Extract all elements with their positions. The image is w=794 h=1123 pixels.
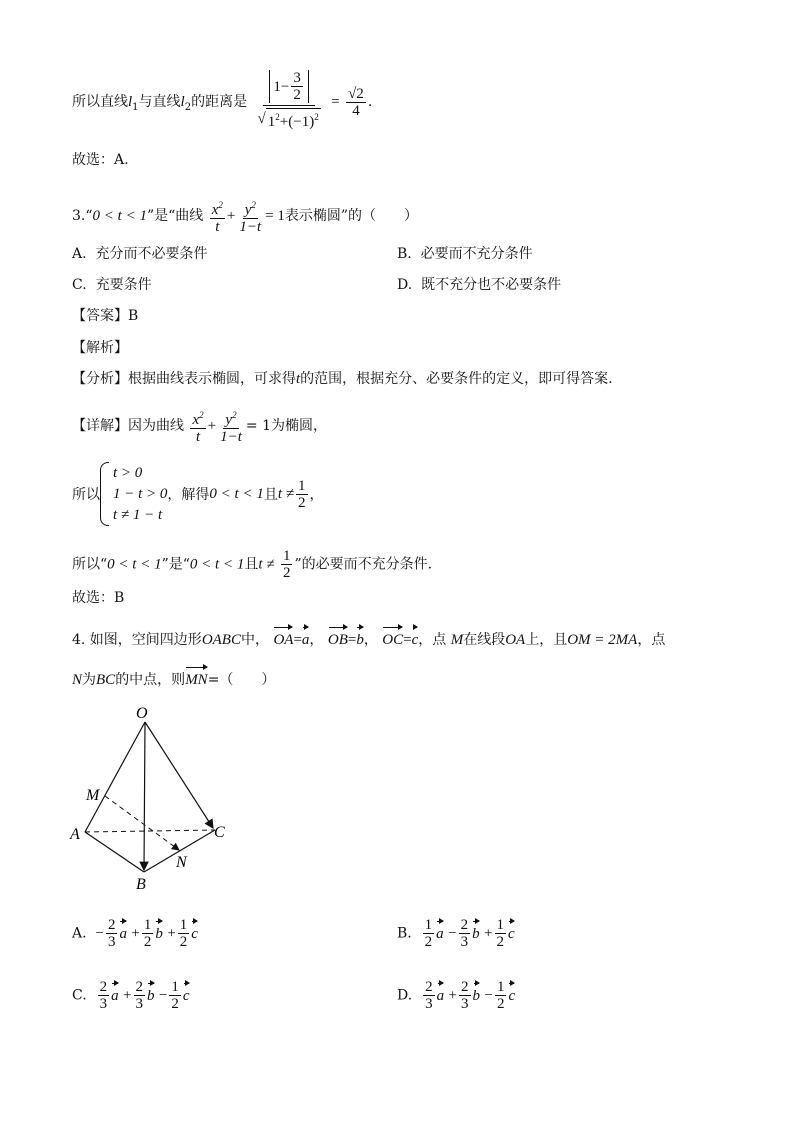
q3-fenxi: 【分析】根据曲线表示椭圆，可求得t的范围，根据充分、必要条件的定义，即可得答案. <box>72 371 613 387</box>
q3-answer: 【答案】B <box>72 308 139 324</box>
label-m: M <box>86 787 100 804</box>
abs-expression: 1 − $\frac{3}{2}$ <box>269 70 308 103</box>
q4-option-d[interactable]: D. $\frac{2}{3}$ a + $\frac{2}{3}$ b − $\frac{1}{2}$ c <box>397 979 516 1012</box>
q3-conclusion: 所以“0 < t < 1”是“0 < t < 1且t ≠ $\frac{1}{2}$ ”的必要而不充分条件. <box>72 548 433 581</box>
q3-jiexi: 【解析】 <box>72 340 128 356</box>
q3-option-c[interactable]: C. 充要条件 <box>72 277 152 293</box>
brace-icon <box>100 462 109 526</box>
label-o: O <box>136 705 148 722</box>
question-3: 3.“0 < t < 1”是“曲线 $\frac{x^2}{t}$ + $\frac{y^2}{1-t}$ = 1表示椭圆”的（ ） <box>72 197 418 235</box>
distance-prefix: 所以直线 <box>72 94 128 110</box>
question-4-line2: N为BC的中点，则MN=（ ） <box>72 664 275 690</box>
label-b: B <box>136 876 146 893</box>
q3-xiangjie: 【详解】因为曲线 $\frac{x^2}{t}$ + $\frac{y^2}{1-t}$ = 1为椭圆， <box>72 407 327 445</box>
label-n: N <box>176 854 187 871</box>
q4-option-a[interactable]: A. − $\frac{2}{3}$ a + $\frac{1}{2}$ b + $\frac{1}{2}$ c <box>72 917 198 950</box>
edge-oa <box>85 722 145 832</box>
q3-system: 所以 t > 0 1 − t > 0 t ≠ 1 − t ，解得 0 < t < 1 且 t ≠ $\frac{1}{2}$ ， <box>72 462 324 526</box>
q3-final: 故选：B <box>72 590 125 606</box>
label-a: A <box>70 826 80 843</box>
edge-ob <box>144 722 145 870</box>
q4-option-b[interactable]: B. $\frac{1}{2}$ a − $\frac{2}{3}$ b + $\frac{1}{2}$ c <box>397 917 515 950</box>
edge-oc <box>145 722 213 828</box>
answer-a: 故选：A. <box>72 152 129 168</box>
edge-ab <box>85 832 144 872</box>
q3-option-a[interactable]: A. 充分而不必要条件 <box>72 246 208 262</box>
result-fraction: $\frac{√2}{4}$ <box>348 85 364 119</box>
q3-option-d[interactable]: D. 既不充分也不必要条件 <box>397 277 562 293</box>
q4-option-c[interactable]: C. $\frac{2}{3}$ a + $\frac{2}{3}$ b − $\frac{1}{2}$ c <box>72 979 190 1012</box>
sqrt-denominator: √ $1^2+(-1)^2$ <box>258 108 321 130</box>
edge-ac-dashed <box>85 830 215 832</box>
q3-option-b[interactable]: B. 必要而不充分条件 <box>397 246 533 262</box>
distance-fraction <box>254 68 325 132</box>
tetrahedron-figure <box>60 700 250 900</box>
distance-line: 所以直线$l_1$与直线$l_2$的距离是 1 − $\frac{3}{2}$ √ $1^2+(-1)^2$ = $\frac{√2}{4}$ . <box>72 70 373 130</box>
label-c: C <box>214 824 225 841</box>
segment-mn-dashed <box>105 796 179 850</box>
question-4-line1: 4. 如图，空间四边形OABC中， OA=a， OB=b， OC=c，点 M在线段OA上，且OM = 2MA，点 <box>72 624 665 650</box>
